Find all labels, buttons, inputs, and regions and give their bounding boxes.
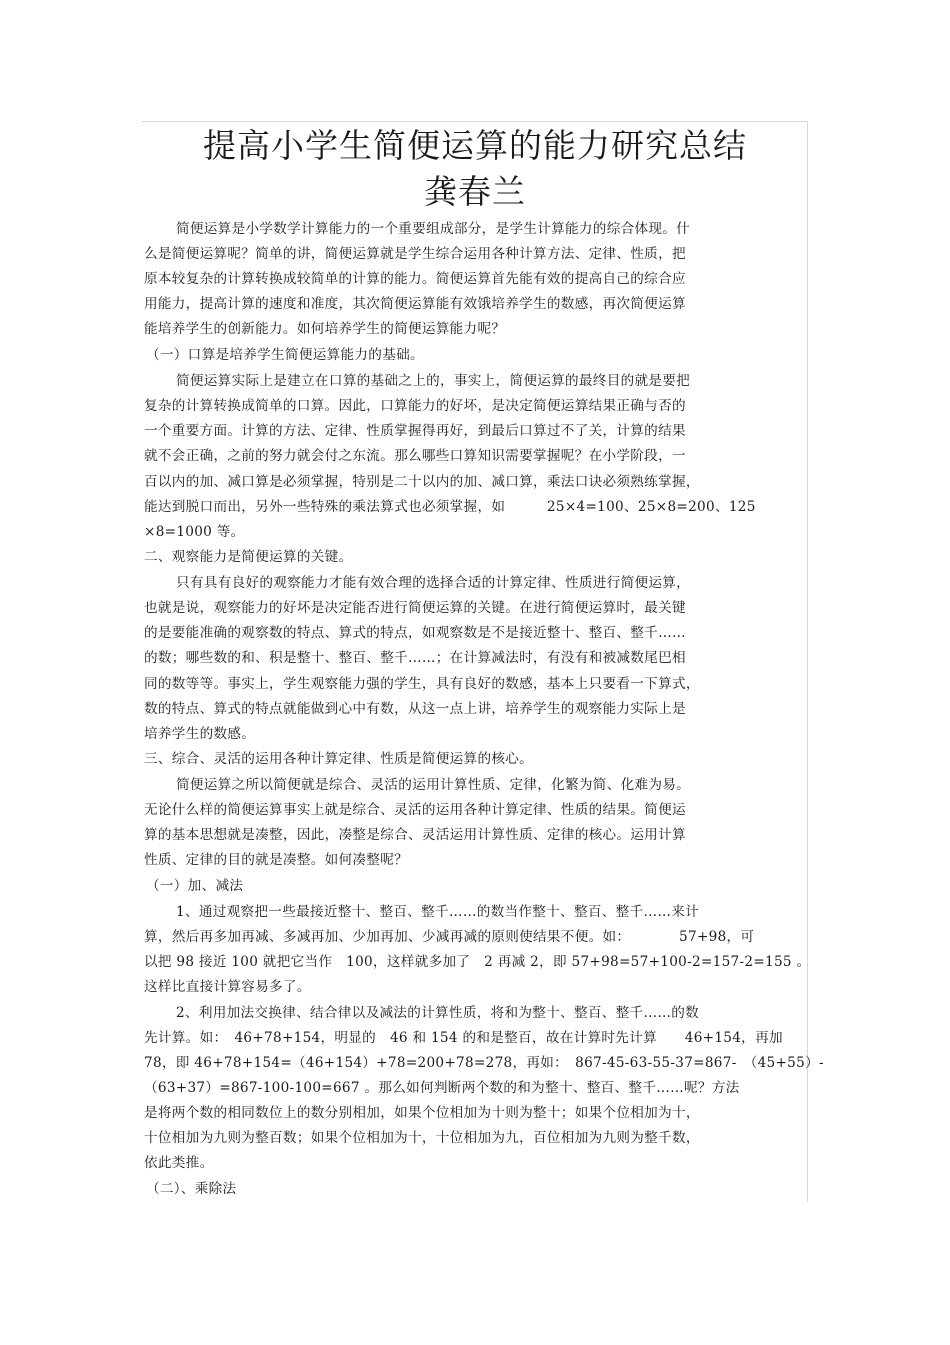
paragraph-line: 也就是说，观察能力的好坏是决定能否进行简便运算的关键。在进行简便运算时，最关键 <box>144 600 686 616</box>
section-heading: 三、综合、灵活的运用各种计算定律、性质是简便运算的核心。 <box>144 751 534 767</box>
section-heading: 二、观察能力是简便运算的关键。 <box>144 549 353 565</box>
paragraph-line: ×8=1000 等。 <box>144 524 245 540</box>
document-title: 提高小学生简便运算的能力研究总结 <box>203 126 747 165</box>
paragraph-line: 是将两个数的相同数位上的数分别相加，如果个位相加为十则为整十；如果个位相加为十， <box>144 1105 700 1121</box>
paragraph-line: 简便运算是小学数学计算能力的一个重要组成部分，是学生计算能力的综合体现。什 <box>176 221 691 237</box>
paragraph-line: 能培养学生的创新能力。如何培养学生的简便运算能力呢？ <box>144 321 506 337</box>
paragraph-line: 百以内的加、减口算是必须掌握，特别是二十以内的加、减口算，乘法口诀必须熟练掌握， <box>144 474 700 490</box>
paragraph-line: 只有具有良好的观察能力才能有效合理的选择合适的计算定律、性质进行简便运算， <box>176 575 691 591</box>
section-heading: （一）口算是培养学生简便运算能力的基础。 <box>146 347 424 363</box>
paragraph-line: 性质、定律的目的就是凑整。如何凑整呢？ <box>144 852 408 868</box>
paragraph-line: 简便运算之所以简便就是综合、灵活的运用计算性质、定律，化繁为简、化难为易。 <box>176 777 691 793</box>
paragraph-line: 用能力，提高计算的速度和准度，其次简便运算能有效饿培养学生的数感，再次简便运算 <box>144 296 686 312</box>
section-heading: （一）加、减法 <box>146 878 244 894</box>
paragraph-line: 的是要能准确的观察数的特点、算式的特点，如观察数是不是接近整十、整百、整千…… <box>144 625 686 641</box>
paragraph-line: 这样比直接计算容易多了。 <box>144 979 311 995</box>
paragraph-line: 算的基本思想就是凑整，因此，凑整是综合、灵活运用计算性质、定律的核心。运用计算 <box>144 827 686 843</box>
paragraph-line: 依此类推。 <box>144 1155 214 1171</box>
paragraph-line: 无论什么样的简便运算事实上就是综合、灵活的运用各种计算定律、性质的结果。简便运 <box>144 802 686 818</box>
paragraph-line: 算，然后再多加再减、多减再加、少加再加、少减再减的原则使结果不便。如： 57+98，可 <box>144 929 755 945</box>
paragraph-line: 原本较复杂的计算转换成较简单的计算的能力。简便运算首先能有效的提高自己的综合应 <box>144 271 686 287</box>
paragraph-line: 复杂的计算转换成简单的口算。因此，口算能力的好坏，是决定简便运算结果正确与否的 <box>144 398 686 414</box>
paragraph-line: 一个重要方面。计算的方法、定律、性质掌握得再好，到最后口算过不了关，计算的结果 <box>144 423 686 439</box>
paragraph-line: 数的特点、算式的特点就能做到心中有数，从这一点上讲，培养学生的观察能力实际上是 <box>144 701 686 717</box>
paragraph-line: 能达到脱口而出，另外一些特殊的乘法算式也必须掌握，如 25×4=100、25×8=200、125 <box>144 499 756 515</box>
paragraph-line: 1、通过观察把一些最接近整十、整百、整千……的数当作整十、整百、整千……来计 <box>176 904 700 920</box>
paragraph-line: （63+37）=867-100-100=667 。那么如何判断两个数的和为整十、整百、整千……呢？方法 <box>144 1080 740 1096</box>
paragraph-line: 就不会正确，之前的努力就会付之东流。那么哪些口算知识需要掌握呢？在小学阶段，一 <box>144 448 686 464</box>
paragraph-line: 简便运算实际上是建立在口算的基础之上的，事实上，简便运算的最终目的就是要把 <box>176 373 691 389</box>
paragraph-line: 78，即 46+78+154=（46+154）+78=200+78=278，再如： 867-45-63-55-37=867- （45+55）- <box>144 1055 824 1071</box>
paragraph-line: 十位相加为九则为整百数；如果个位相加为十，十位相加为九，百位相加为九则为整千数， <box>144 1130 700 1146</box>
paragraph-line: 的数；哪些数的和、积是整十、整百、整千……；在计算减法时，有没有和被减数尾巴相 <box>144 650 686 666</box>
paragraph-line: 以把 98 接近 100 就把它当作 100，这样就多加了 2 再减 2，即 57+98=57+100-2=157-2=155 。 <box>144 954 811 970</box>
paragraph-line: 么是简便运算呢？简单的讲，简便运算就是学生综合运用各种计算方法、定律、性质，把 <box>144 246 686 262</box>
paragraph-line: 2、利用加法交换律、结合律以及减法的计算性质，将和为整十、整百、整千……的数 <box>176 1005 700 1021</box>
paragraph-line: 培养学生的数感。 <box>144 726 256 742</box>
section-heading: （二）、乘除法 <box>146 1181 237 1197</box>
paragraph-line: 同的数等等。事实上，学生观察能力强的学生，具有良好的数感，基本上只要看一下算式， <box>144 676 700 692</box>
paragraph-line: 先计算。如： 46+78+154，明显的 46 和 154 的和是整百，故在计算时先计算 46+154，再加 <box>144 1030 783 1046</box>
document-author: 龚春兰 <box>424 172 526 211</box>
